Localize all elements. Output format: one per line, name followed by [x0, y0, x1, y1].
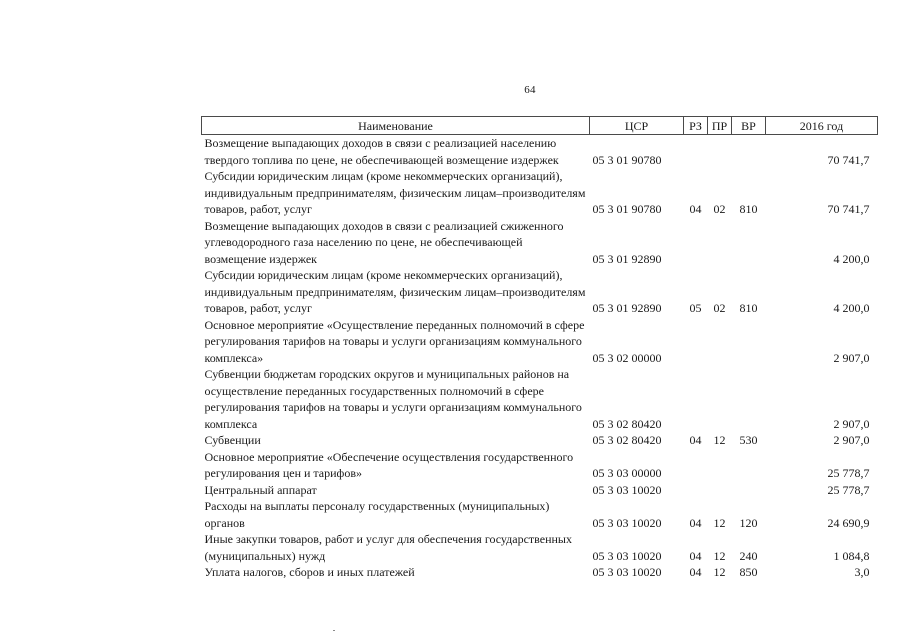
row-csr: 05 3 03 00000	[592, 466, 662, 480]
row-name: Субвенции	[204, 433, 261, 447]
table-row	[202, 449, 878, 482]
row-csr: 05 3 02 80420	[592, 416, 662, 431]
row-pr: 02	[713, 301, 726, 315]
row-amount: 4 200,0	[833, 251, 870, 266]
row-vr	[732, 449, 766, 482]
row-amount: 70 741,7	[827, 152, 870, 167]
row-pr	[708, 218, 732, 268]
row-vr: 530	[739, 433, 758, 447]
table-header-row	[202, 117, 878, 135]
table-row	[202, 366, 878, 432]
row-pr: 12	[713, 565, 726, 579]
row-amount: 3,0	[854, 565, 870, 579]
row-name: Субсидии юридическим лицам (кроме некоммерческих организаций), индивидуальным предпринимателям, физическим лицам–производителям товаров, работ, услуг	[204, 268, 586, 315]
row-name: Возмещение выпадающих доходов в связи с реализацией населению твердого топлива по цене, не обеспечивающей возмещение издержек	[204, 136, 559, 167]
row-amount: 2 907,0	[833, 350, 870, 365]
row-pr	[708, 317, 732, 367]
header-pr: ПР	[708, 117, 732, 135]
row-vr	[732, 218, 766, 268]
row-vr: 120	[739, 515, 758, 530]
row-csr: 05 3 01 92890	[592, 251, 662, 266]
header-name: Наименование	[202, 117, 590, 135]
row-vr	[732, 135, 766, 169]
row-pr	[708, 135, 732, 169]
header-rz: РЗ	[684, 117, 708, 135]
table-row	[202, 168, 878, 218]
row-name: Центральный аппарат	[204, 482, 317, 497]
row-amount: 1 084,8	[833, 548, 870, 563]
row-csr: 05 3 03 10020	[592, 482, 662, 497]
row-amount: 4 200,0	[833, 301, 870, 315]
row-pr	[708, 366, 732, 432]
row-csr: 05 3 01 90780	[592, 152, 662, 167]
row-vr	[732, 482, 766, 499]
table-row	[202, 317, 878, 367]
row-name: Основное мероприятие «Осуществление переданных полномочий в сфере регулирования тарифов на товары и услуги организациям коммунального комплекса»	[204, 317, 585, 365]
row-vr: 240	[739, 548, 758, 563]
scan-artifact	[333, 630, 335, 631]
row-rz: 04	[689, 515, 702, 530]
header-vr: ВР	[732, 117, 766, 135]
row-csr: 05 3 01 92890	[592, 301, 662, 315]
row-vr: 810	[739, 202, 758, 216]
row-rz: 04	[689, 548, 702, 563]
row-pr: 12	[713, 433, 726, 447]
row-amount: 70 741,7	[827, 202, 870, 216]
row-pr: 12	[713, 548, 726, 563]
row-vr	[732, 317, 766, 367]
row-rz	[684, 218, 708, 268]
table-row	[202, 135, 878, 169]
row-csr: 05 3 02 80420	[592, 433, 662, 447]
row-name: Субвенции бюджетам городских округов и муниципальных районов на осуществление переданных государственных полномочий в сфере регулирования тарифов на товары и услуги организациям коммунального комплекса	[204, 367, 582, 431]
row-rz: 04	[689, 565, 702, 579]
row-amount: 25 778,7	[827, 466, 870, 480]
row-name: Основное мероприятие «Обеспечение осуществления государственного регулирования цен и тарифов»	[204, 449, 574, 480]
header-csr: ЦСР	[590, 117, 684, 135]
budget-table	[201, 116, 878, 581]
table-row	[202, 432, 878, 449]
row-name: Уплата налогов, сборов и иных платежей	[204, 565, 415, 579]
row-name: Иные закупки товаров, работ и услуг для обеспечения государственных (муниципальных) нужд	[204, 532, 572, 563]
row-rz: 04	[689, 433, 702, 447]
row-csr: 05 3 02 00000	[592, 350, 662, 365]
table-row	[202, 482, 878, 499]
row-csr: 05 3 03 10020	[592, 548, 662, 563]
row-amount: 2 907,0	[833, 433, 870, 447]
row-pr	[708, 449, 732, 482]
row-name: Возмещение выпадающих доходов в связи с реализацией сжиженного углеводородного газа населению по цене, не обеспечивающей возмещение издержек	[204, 218, 564, 266]
page-number: 64	[524, 84, 536, 96]
row-rz	[684, 317, 708, 367]
row-pr: 02	[713, 202, 726, 216]
row-amount: 2 907,0	[833, 416, 870, 431]
row-rz	[684, 135, 708, 169]
row-rz: 05	[689, 301, 702, 315]
table-row	[202, 218, 878, 268]
row-amount: 24 690,9	[827, 515, 870, 530]
row-csr: 05 3 03 10020	[592, 515, 662, 530]
row-rz	[684, 366, 708, 432]
row-pr: 12	[713, 515, 726, 530]
row-pr	[708, 482, 732, 499]
row-name: Субсидии юридическим лицам (кроме некоммерческих организаций), индивидуальным предпринимателям, физическим лицам–производителям товаров, работ, услуг	[204, 169, 586, 216]
row-vr: 810	[739, 301, 758, 315]
row-csr: 05 3 03 10020	[592, 565, 662, 579]
row-name: Расходы на выплаты персоналу государственных (муниципальных) органов	[204, 499, 550, 530]
table-row	[202, 267, 878, 317]
row-csr: 05 3 01 90780	[592, 202, 662, 216]
table-row	[202, 531, 878, 564]
row-vr	[732, 366, 766, 432]
row-vr: 850	[739, 565, 758, 579]
row-rz: 04	[689, 202, 702, 216]
header-amount: 2016 год	[766, 117, 878, 135]
table-row	[202, 498, 878, 531]
row-rz	[684, 449, 708, 482]
row-amount: 25 778,7	[827, 482, 870, 497]
table-row	[202, 564, 878, 581]
row-rz	[684, 482, 708, 499]
